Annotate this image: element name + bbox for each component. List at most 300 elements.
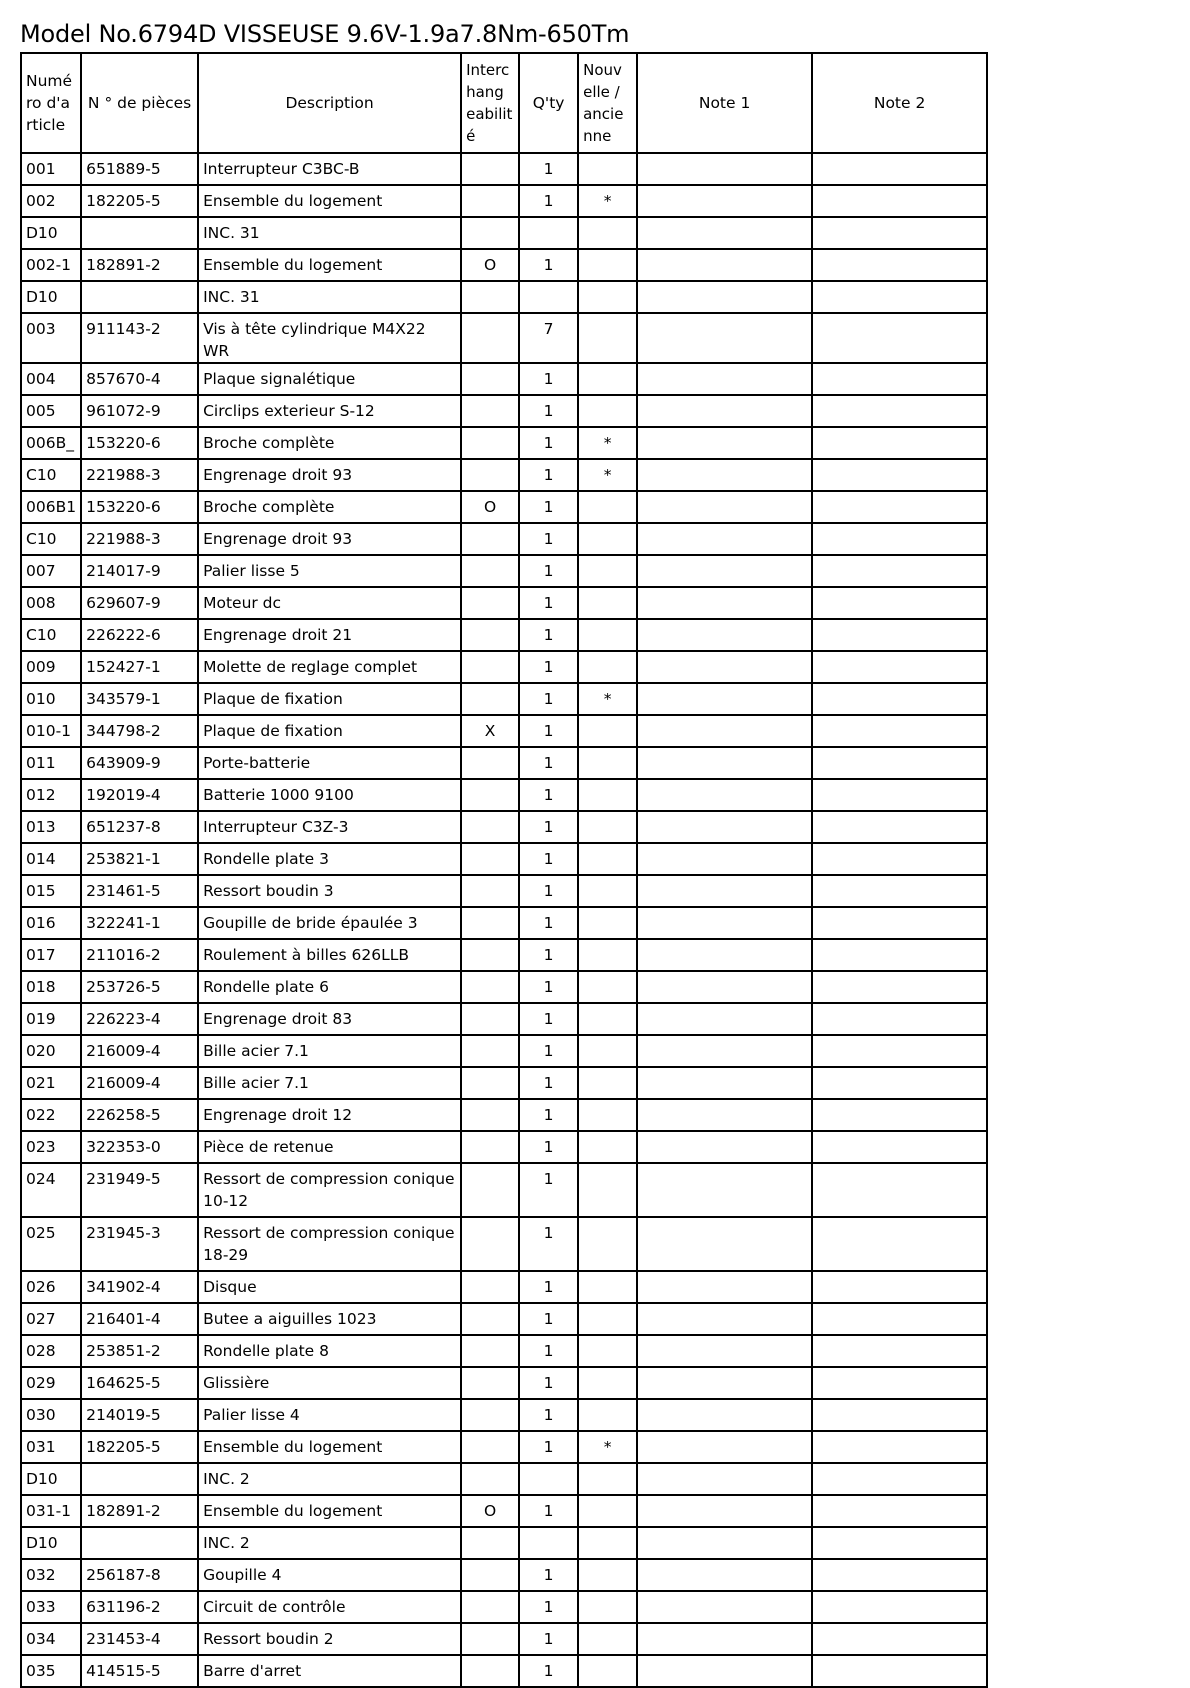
table-row — [21, 619, 987, 651]
cell-item-number: C10 — [21, 459, 81, 491]
cell-note-2 — [812, 1303, 987, 1335]
cell-description: Goupille 4 — [198, 1559, 461, 1591]
cell-quantity: 1 — [519, 1003, 578, 1035]
cell-quantity: 1 — [519, 363, 578, 395]
cell-part-number: 253726-5 — [81, 971, 198, 1003]
table-row — [21, 587, 987, 619]
cell-interchangeability — [461, 523, 519, 555]
cell-note-2 — [812, 1099, 987, 1131]
cell-note-2 — [812, 1527, 987, 1559]
cell-new-old — [578, 1099, 637, 1131]
cell-description: Broche complète — [198, 427, 461, 459]
cell-item-number: 034 — [21, 1623, 81, 1655]
cell-note-1 — [637, 1003, 812, 1035]
cell-part-number: 343579-1 — [81, 683, 198, 715]
cell-part-number: 221988-3 — [81, 459, 198, 491]
parts-body — [21, 153, 987, 1687]
cell-quantity: 1 — [519, 395, 578, 427]
cell-description: Ressort de compression conique 10-12 — [198, 1163, 461, 1217]
cell-item-number: 013 — [21, 811, 81, 843]
cell-interchangeability: O — [461, 249, 519, 281]
cell-description: Plaque signalétique — [198, 363, 461, 395]
cell-interchangeability — [461, 843, 519, 875]
table-row — [21, 747, 987, 779]
cell-description: Disque — [198, 1271, 461, 1303]
cell-part-number: 414515-5 — [81, 1655, 198, 1687]
cell-interchangeability — [461, 1003, 519, 1035]
cell-note-2 — [812, 313, 987, 363]
cell-note-1 — [637, 811, 812, 843]
cell-note-1 — [637, 185, 812, 217]
cell-quantity: 1 — [519, 939, 578, 971]
table-row — [21, 1655, 987, 1687]
cell-description: Molette de reglage complet — [198, 651, 461, 683]
cell-note-2 — [812, 491, 987, 523]
cell-new-old — [578, 1399, 637, 1431]
cell-item-number: 012 — [21, 779, 81, 811]
cell-note-1 — [637, 1463, 812, 1495]
cell-new-old — [578, 555, 637, 587]
table-row — [21, 217, 987, 249]
cell-description: Ensemble du logement — [198, 1495, 461, 1527]
cell-item-number: 031-1 — [21, 1495, 81, 1527]
cell-note-2 — [812, 249, 987, 281]
cell-interchangeability — [461, 1035, 519, 1067]
cell-item-number: 006B_ — [21, 427, 81, 459]
cell-part-number: 911143-2 — [81, 313, 198, 363]
table-row — [21, 1271, 987, 1303]
cell-item-number: 008 — [21, 587, 81, 619]
table-row — [21, 715, 987, 747]
cell-note-1 — [637, 313, 812, 363]
cell-interchangeability — [461, 1303, 519, 1335]
cell-note-2 — [812, 1335, 987, 1367]
cell-note-1 — [637, 939, 812, 971]
cell-description: Bille acier 7.1 — [198, 1035, 461, 1067]
cell-part-number: 253851-2 — [81, 1335, 198, 1367]
cell-interchangeability — [461, 313, 519, 363]
cell-new-old — [578, 1463, 637, 1495]
cell-interchangeability — [461, 747, 519, 779]
cell-note-2 — [812, 1495, 987, 1527]
cell-description: Circlips exterieur S-12 — [198, 395, 461, 427]
cell-item-number: 015 — [21, 875, 81, 907]
cell-part-number: 182205-5 — [81, 1431, 198, 1463]
cell-quantity — [519, 1527, 578, 1559]
cell-item-number: 024 — [21, 1163, 81, 1217]
cell-note-1 — [637, 651, 812, 683]
cell-item-number: 002 — [21, 185, 81, 217]
cell-note-2 — [812, 1463, 987, 1495]
table-row — [21, 1217, 987, 1271]
cell-interchangeability: O — [461, 491, 519, 523]
cell-note-1 — [637, 363, 812, 395]
table-row — [21, 523, 987, 555]
table-row — [21, 395, 987, 427]
cell-item-number: 006B1 — [21, 491, 81, 523]
cell-description: Butee a aiguilles 1023 — [198, 1303, 461, 1335]
cell-note-2 — [812, 1655, 987, 1687]
table-row — [21, 1035, 987, 1067]
cell-part-number: 629607-9 — [81, 587, 198, 619]
table-row — [21, 281, 987, 313]
cell-note-1 — [637, 971, 812, 1003]
table-row — [21, 491, 987, 523]
cell-interchangeability — [461, 1131, 519, 1163]
cell-new-old — [578, 619, 637, 651]
cell-quantity: 1 — [519, 1399, 578, 1431]
cell-interchangeability — [461, 811, 519, 843]
cell-description: Ensemble du logement — [198, 1431, 461, 1463]
cell-note-2 — [812, 427, 987, 459]
cell-part-number: 226258-5 — [81, 1099, 198, 1131]
cell-item-number: 009 — [21, 651, 81, 683]
cell-note-1 — [637, 875, 812, 907]
cell-part-number: 322353-0 — [81, 1131, 198, 1163]
cell-quantity: 1 — [519, 523, 578, 555]
cell-part-number: 221988-3 — [81, 523, 198, 555]
cell-part-number: 231945-3 — [81, 1217, 198, 1271]
header-row — [21, 53, 987, 153]
cell-description: Rondelle plate 6 — [198, 971, 461, 1003]
cell-part-number — [81, 217, 198, 249]
header-new-old: Nouv elle / ancie nne — [578, 53, 637, 153]
cell-note-2 — [812, 939, 987, 971]
cell-note-2 — [812, 715, 987, 747]
cell-interchangeability — [461, 971, 519, 1003]
cell-new-old — [578, 313, 637, 363]
header-description: Description — [198, 53, 461, 153]
table-row — [21, 939, 987, 971]
cell-item-number: 007 — [21, 555, 81, 587]
cell-part-number: 182891-2 — [81, 249, 198, 281]
cell-new-old: * — [578, 683, 637, 715]
cell-new-old — [578, 747, 637, 779]
cell-interchangeability — [461, 459, 519, 491]
cell-new-old — [578, 1495, 637, 1527]
cell-note-1 — [637, 1431, 812, 1463]
cell-interchangeability — [461, 1163, 519, 1217]
cell-quantity — [519, 217, 578, 249]
cell-part-number: 341902-4 — [81, 1271, 198, 1303]
cell-new-old — [578, 1335, 637, 1367]
cell-note-2 — [812, 811, 987, 843]
cell-quantity: 1 — [519, 1495, 578, 1527]
cell-quantity: 1 — [519, 779, 578, 811]
cell-item-number: 022 — [21, 1099, 81, 1131]
cell-item-number: 017 — [21, 939, 81, 971]
table-row — [21, 843, 987, 875]
cell-interchangeability — [461, 907, 519, 939]
cell-description: Rondelle plate 3 — [198, 843, 461, 875]
cell-interchangeability — [461, 1099, 519, 1131]
cell-note-2 — [812, 395, 987, 427]
table-row — [21, 1559, 987, 1591]
table-row — [21, 875, 987, 907]
cell-quantity: 1 — [519, 811, 578, 843]
cell-note-2 — [812, 875, 987, 907]
table-row — [21, 1463, 987, 1495]
cell-quantity: 1 — [519, 459, 578, 491]
cell-interchangeability — [461, 1463, 519, 1495]
cell-part-number: 344798-2 — [81, 715, 198, 747]
cell-note-2 — [812, 1217, 987, 1271]
cell-description: Ressort boudin 2 — [198, 1623, 461, 1655]
cell-note-1 — [637, 1367, 812, 1399]
cell-new-old — [578, 779, 637, 811]
header-part-number: N ° de pièces — [81, 53, 198, 153]
cell-quantity: 1 — [519, 185, 578, 217]
cell-new-old — [578, 1163, 637, 1217]
cell-interchangeability — [461, 1217, 519, 1271]
cell-item-number: 018 — [21, 971, 81, 1003]
cell-interchangeability — [461, 1335, 519, 1367]
cell-item-number: 016 — [21, 907, 81, 939]
table-row — [21, 459, 987, 491]
cell-item-number: 010 — [21, 683, 81, 715]
cell-description: Plaque de fixation — [198, 715, 461, 747]
header-note-1: Note 1 — [637, 53, 812, 153]
cell-quantity: 1 — [519, 1163, 578, 1217]
cell-quantity: 1 — [519, 153, 578, 185]
cell-interchangeability — [461, 1591, 519, 1623]
table-row — [21, 1163, 987, 1217]
cell-quantity: 1 — [519, 1591, 578, 1623]
cell-note-2 — [812, 1559, 987, 1591]
cell-item-number: 029 — [21, 1367, 81, 1399]
cell-note-2 — [812, 683, 987, 715]
cell-quantity: 1 — [519, 491, 578, 523]
cell-interchangeability — [461, 1067, 519, 1099]
table-row — [21, 363, 987, 395]
cell-item-number: 011 — [21, 747, 81, 779]
cell-new-old — [578, 523, 637, 555]
cell-interchangeability — [461, 427, 519, 459]
cell-quantity: 1 — [519, 971, 578, 1003]
cell-description: Pièce de retenue — [198, 1131, 461, 1163]
cell-description: Circuit de contrôle — [198, 1591, 461, 1623]
cell-new-old — [578, 363, 637, 395]
cell-new-old — [578, 1559, 637, 1591]
table-row — [21, 1067, 987, 1099]
cell-description: Plaque de fixation — [198, 683, 461, 715]
cell-interchangeability — [461, 1623, 519, 1655]
table-row — [21, 1303, 987, 1335]
table-row — [21, 153, 987, 185]
cell-quantity: 1 — [519, 683, 578, 715]
cell-item-number: 001 — [21, 153, 81, 185]
cell-new-old — [578, 1367, 637, 1399]
cell-note-2 — [812, 843, 987, 875]
cell-item-number: 033 — [21, 1591, 81, 1623]
cell-note-1 — [637, 715, 812, 747]
table-row — [21, 651, 987, 683]
cell-new-old — [578, 1035, 637, 1067]
table-row — [21, 1623, 987, 1655]
cell-new-old: * — [578, 1431, 637, 1463]
cell-item-number: 014 — [21, 843, 81, 875]
cell-note-1 — [637, 1035, 812, 1067]
cell-interchangeability — [461, 939, 519, 971]
cell-interchangeability — [461, 619, 519, 651]
cell-quantity: 1 — [519, 1623, 578, 1655]
table-row — [21, 1099, 987, 1131]
cell-note-2 — [812, 619, 987, 651]
cell-quantity: 1 — [519, 875, 578, 907]
table-row — [21, 1495, 987, 1527]
header-interchangeability: Interc hang eabilit é — [461, 53, 519, 153]
cell-part-number: 226223-4 — [81, 1003, 198, 1035]
cell-quantity: 1 — [519, 1559, 578, 1591]
cell-note-1 — [637, 683, 812, 715]
table-row — [21, 313, 987, 363]
cell-interchangeability: X — [461, 715, 519, 747]
cell-note-1 — [637, 587, 812, 619]
cell-quantity: 1 — [519, 1067, 578, 1099]
cell-new-old — [578, 491, 637, 523]
cell-part-number — [81, 1463, 198, 1495]
table-row — [21, 1527, 987, 1559]
cell-new-old — [578, 811, 637, 843]
cell-note-1 — [637, 1527, 812, 1559]
cell-description: Palier lisse 4 — [198, 1399, 461, 1431]
cell-note-1 — [637, 459, 812, 491]
cell-description: Ressort de compression conique 18-29 — [198, 1217, 461, 1271]
cell-new-old — [578, 153, 637, 185]
cell-quantity: 1 — [519, 587, 578, 619]
cell-item-number: C10 — [21, 619, 81, 651]
cell-note-1 — [637, 619, 812, 651]
cell-part-number: 231453-4 — [81, 1623, 198, 1655]
cell-interchangeability — [461, 153, 519, 185]
cell-description: Interrupteur C3BC-B — [198, 153, 461, 185]
cell-part-number: 214017-9 — [81, 555, 198, 587]
cell-note-2 — [812, 1623, 987, 1655]
cell-note-1 — [637, 217, 812, 249]
cell-description: Vis à tête cylindrique M4X22 WR — [198, 313, 461, 363]
cell-item-number: 005 — [21, 395, 81, 427]
cell-note-1 — [637, 395, 812, 427]
cell-part-number: 152427-1 — [81, 651, 198, 683]
cell-part-number: 211016-2 — [81, 939, 198, 971]
cell-note-1 — [637, 427, 812, 459]
cell-note-2 — [812, 1271, 987, 1303]
cell-note-2 — [812, 907, 987, 939]
cell-description: Ensemble du logement — [198, 185, 461, 217]
cell-new-old — [578, 217, 637, 249]
cell-new-old — [578, 1003, 637, 1035]
cell-quantity: 1 — [519, 715, 578, 747]
cell-part-number: 322241-1 — [81, 907, 198, 939]
cell-part-number: 256187-8 — [81, 1559, 198, 1591]
cell-description: Interrupteur C3Z-3 — [198, 811, 461, 843]
cell-note-1 — [637, 1335, 812, 1367]
cell-part-number: 643909-9 — [81, 747, 198, 779]
cell-quantity: 1 — [519, 1367, 578, 1399]
cell-interchangeability — [461, 1271, 519, 1303]
cell-new-old — [578, 587, 637, 619]
cell-new-old — [578, 715, 637, 747]
cell-note-2 — [812, 971, 987, 1003]
cell-interchangeability — [461, 395, 519, 427]
cell-interchangeability — [461, 363, 519, 395]
cell-description: Engrenage droit 83 — [198, 1003, 461, 1035]
cell-note-1 — [637, 1099, 812, 1131]
cell-quantity: 1 — [519, 1035, 578, 1067]
cell-note-2 — [812, 651, 987, 683]
cell-note-1 — [637, 1303, 812, 1335]
cell-quantity: 1 — [519, 1131, 578, 1163]
cell-item-number: 027 — [21, 1303, 81, 1335]
cell-interchangeability — [461, 281, 519, 313]
cell-note-1 — [637, 779, 812, 811]
table-row — [21, 555, 987, 587]
cell-new-old — [578, 907, 637, 939]
cell-note-1 — [637, 281, 812, 313]
cell-quantity: 1 — [519, 555, 578, 587]
cell-quantity: 1 — [519, 907, 578, 939]
cell-new-old — [578, 395, 637, 427]
cell-description: Moteur dc — [198, 587, 461, 619]
cell-description: Broche complète — [198, 491, 461, 523]
cell-description: Ensemble du logement — [198, 249, 461, 281]
cell-quantity: 1 — [519, 1271, 578, 1303]
cell-description: INC. 2 — [198, 1463, 461, 1495]
cell-description: Porte-batterie — [198, 747, 461, 779]
cell-note-1 — [637, 1163, 812, 1217]
cell-quantity — [519, 1463, 578, 1495]
table-row — [21, 249, 987, 281]
cell-interchangeability — [461, 683, 519, 715]
cell-note-2 — [812, 185, 987, 217]
cell-part-number: 216009-4 — [81, 1035, 198, 1067]
cell-part-number: 231949-5 — [81, 1163, 198, 1217]
table-row — [21, 683, 987, 715]
cell-interchangeability — [461, 1527, 519, 1559]
cell-note-2 — [812, 363, 987, 395]
table-row — [21, 1003, 987, 1035]
cell-note-2 — [812, 1367, 987, 1399]
cell-description: Engrenage droit 93 — [198, 523, 461, 555]
cell-description: Bille acier 7.1 — [198, 1067, 461, 1099]
cell-note-2 — [812, 747, 987, 779]
table-row — [21, 1591, 987, 1623]
cell-interchangeability — [461, 875, 519, 907]
cell-quantity: 1 — [519, 249, 578, 281]
cell-part-number: 231461-5 — [81, 875, 198, 907]
cell-interchangeability — [461, 1431, 519, 1463]
cell-description: Engrenage droit 21 — [198, 619, 461, 651]
cell-interchangeability — [461, 555, 519, 587]
cell-new-old: * — [578, 459, 637, 491]
cell-note-2 — [812, 1431, 987, 1463]
cell-note-2 — [812, 217, 987, 249]
cell-new-old: * — [578, 427, 637, 459]
cell-part-number — [81, 281, 198, 313]
table-row — [21, 427, 987, 459]
cell-part-number: 216401-4 — [81, 1303, 198, 1335]
cell-description: Engrenage droit 93 — [198, 459, 461, 491]
cell-note-1 — [637, 153, 812, 185]
cell-part-number: 192019-4 — [81, 779, 198, 811]
cell-part-number: 651889-5 — [81, 153, 198, 185]
cell-quantity: 1 — [519, 843, 578, 875]
cell-item-number: 003 — [21, 313, 81, 363]
cell-part-number: 164625-5 — [81, 1367, 198, 1399]
cell-part-number: 631196-2 — [81, 1591, 198, 1623]
cell-note-1 — [637, 555, 812, 587]
cell-part-number: 961072-9 — [81, 395, 198, 427]
